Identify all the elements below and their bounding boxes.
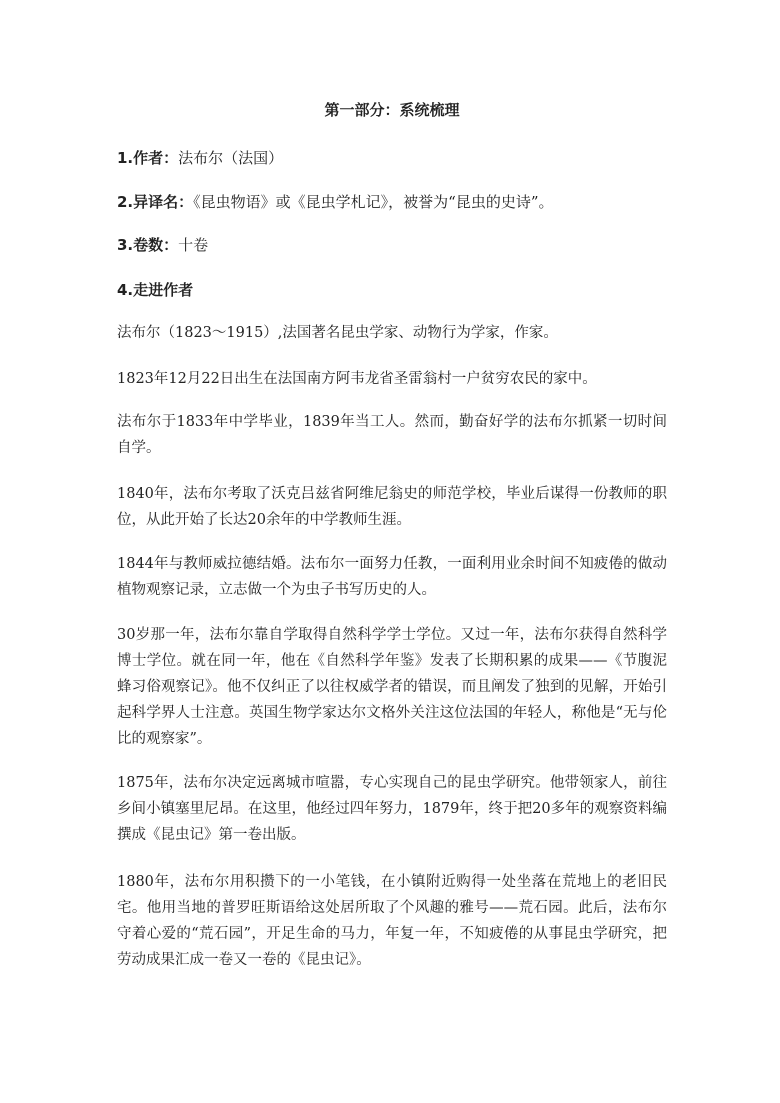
paragraph: 法布尔于1833年中学毕业，1839年当工人。然而，勤奋好学的法布尔抓紧一切时间自学。 bbox=[117, 414, 667, 456]
paragraph: 30岁那一年，法布尔靠自学取得自然科学学士学位。又过一年，法布尔获得自然科学博士学位。就在同一年，他在《自然科学年鉴》发表了长期积累的成果——《节腹泥蜂习俗观察记》。他不仅纠正了以往权威学者的错误，而且阐发了独到的见解，开始引起科学界人士注意。英国生物学家达尔文格外关注这位法国的年轻人，称他是“无与伦比的观察家”。 bbox=[117, 627, 667, 747]
item-alt-titles bbox=[117, 192, 667, 212]
item-label: 异译名： bbox=[133, 193, 194, 211]
paragraph: 1844年与教师威拉德结婚。法布尔一面努力任教，一面利用业余时间不知疲倦的做动植物观察记录，立志做一个为虫子书写历史的人。 bbox=[117, 556, 667, 598]
item-label: 走进作者 bbox=[133, 281, 194, 299]
item-number: 1. bbox=[117, 149, 134, 167]
paragraph: 1880年，法布尔用积攒下的一小笔钱，在小镇附近购得一处坐落在荒地上的老旧民宅。他用当地的普罗旺斯语给这处居所取了个风趣的雅号——荒石园。此后，法布尔守着心爱的“荒石园”，开足生命的马力，年复一年，不知疲倦的从事昆虫学研究，把劳动成果汇成一卷又一卷的《昆虫记》。 bbox=[117, 874, 667, 968]
item-number: 4. bbox=[117, 281, 134, 299]
paragraph: 1840年，法布尔考取了沃克吕兹省阿维尼翁史的师范学校，毕业后谋得一份教师的职位，从此开始了长达20余年的中学教师生涯。 bbox=[117, 486, 667, 528]
item-label: 作者： bbox=[133, 149, 179, 167]
paragraph: 法布尔（1823～1915）,法国著名昆虫学家、动物行为学家，作家。 bbox=[117, 325, 558, 341]
item-text: 《昆虫物语》或《昆虫学札记》，被誉为“昆虫的史诗”。 bbox=[193, 193, 554, 211]
paragraph: 1823年12月22日出生在法国南方阿韦龙省圣雷翁村一户贫穷农民的家中。 bbox=[117, 371, 597, 387]
item-volumes bbox=[117, 235, 667, 255]
item-number: 2. bbox=[117, 193, 134, 211]
item-label: 卷数： bbox=[133, 236, 179, 254]
item-number: 3. bbox=[117, 236, 134, 254]
item-author bbox=[117, 148, 667, 168]
paragraph: 1875年，法布尔决定远离城市喧嚣，专心实现自己的昆虫学研究。他带领家人，前往乡间小镇塞里尼昂。在这里，他经过四年努力，1879年，终于把20多年的观察资料编撰成《昆虫记》第一卷出版。 bbox=[117, 775, 667, 843]
item-text: 法布尔（法国） bbox=[178, 149, 284, 167]
item-about-author bbox=[117, 280, 667, 300]
item-text: 十卷 bbox=[178, 236, 209, 254]
section-heading: 第一部分：系统梳理 bbox=[324, 101, 460, 119]
